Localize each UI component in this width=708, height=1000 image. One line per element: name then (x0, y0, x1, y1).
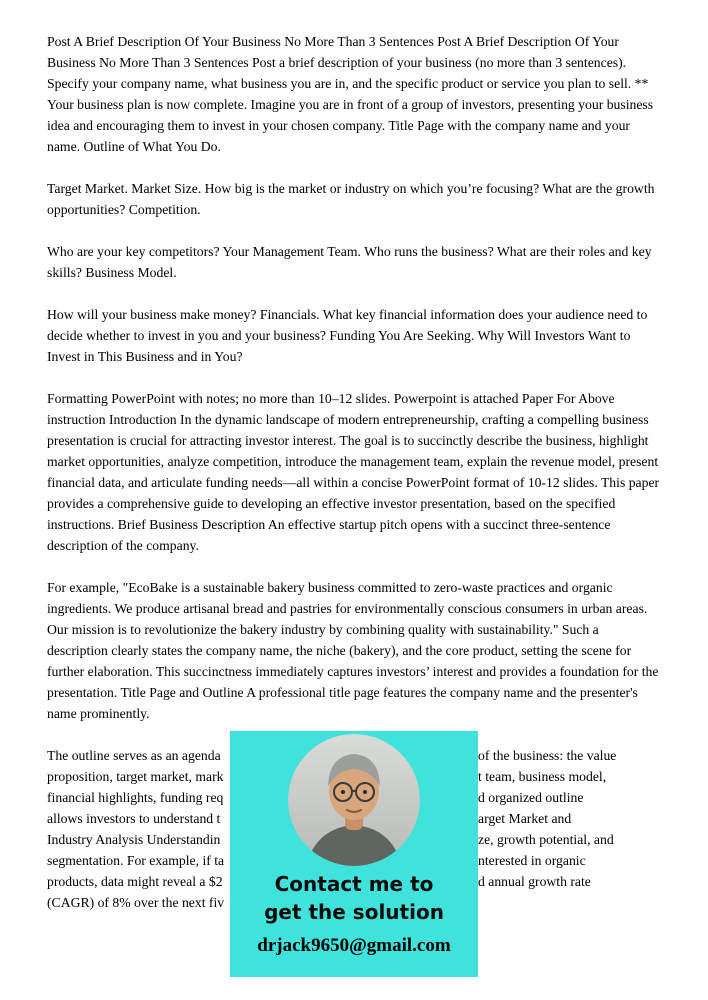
text-fragment-right: d organized outline (478, 790, 584, 805)
contact-overlay-banner (230, 731, 478, 977)
contact-photo (288, 734, 420, 866)
text-fragment-right: ze, growth potential, and (478, 832, 614, 847)
text-fragment-left: products, data might reveal a $2 (47, 874, 223, 889)
contact-text-line2: get the solution (264, 900, 444, 924)
paragraph-1: Post A Brief Description Of Your Business No More Than 3 Sentences Post A Brief Description Of Your Business No More Than 3 Sentences Post a brief description of your business (no more than 3 sentences). Specify your company name, what business you are in, and the specific product or service you plan to sell. ** Your business plan is now complete. Imagine you are in front of a group of investors, presenting your business idea and encouraging them to invest in your chosen company. Title Page with the company name and your name. Outline of What You Do. (47, 34, 654, 154)
text-fragment-right: nterested in organic (478, 853, 586, 868)
text-fragment-right: d annual growth rate (478, 874, 591, 889)
contact-text-line1: Contact me to (274, 872, 434, 896)
contact-email: drjack9650@gmail.com (257, 935, 451, 956)
paragraph-3: Who are your key competitors? Your Management Team. Who runs the business? What are their roles and key skills? Business Model. (47, 244, 652, 280)
paragraph-6: For example, "EcoBake is a sustainable bakery business committed to zero-waste practices and organic ingredients. We produce artisanal bread and pastries for environmentally conscious consumers in urban areas. Our mission is to revolutionize the bakery industry by combining quality with sustainability." Such a description clearly states the company name, the niche (bakery), and the core product, setting the scene for further elaboration. This succinctness immediately captures investors’ interest and provides a foundation for the presentation. Title Page and Outline A professional title page features the company name and the presenter's name prominently. (47, 580, 659, 721)
text-fragment-left: proposition, target market, mark (47, 769, 224, 784)
text-fragment-left: allows investors to understand t (47, 811, 221, 826)
text-fragment-left: (CAGR) of 8% over the next fiv (47, 895, 225, 910)
text-fragment-right: arget Market and (478, 811, 572, 826)
text-fragment-right: of the business: the value (478, 748, 617, 763)
text-fragment-left: The outline serves as an agenda (47, 748, 221, 763)
text-fragment-right: t team, business model, (478, 769, 607, 784)
paragraph-4: How will your business make money? Financials. What key financial information does your audience need to decide whether to invest in you and your business? Funding You Are Seeking. Why Will Investors Want to Invest in This Business and in You? (47, 307, 648, 364)
paragraph-2: Target Market. Market Size. How big is the market or industry on which you’re focusing? What are the growth opportunities? Competition. (47, 181, 655, 217)
paragraph-5: Formatting PowerPoint with notes; no more than 10–12 slides. Powerpoint is attached Paper For Above instruction Introduction In the dynamic landscape of modern entrepreneurship, crafting a compelling business presentation is crucial for attracting investor interest. The goal is to succinctly describe the business, highlight market opportunities, analyze competition, introduce the management team, explain the revenue model, present financial data, and articulate funding needs—all within a concise PowerPoint format of 10-12 slides. This paper provides a comprehensive guide to developing an effective investor presentation, based on the specified instructions. Brief Business Description An effective startup pitch opens with a succinct three-sentence description of the company. (47, 391, 660, 553)
text-fragment-left: segmentation. For example, if ta (47, 853, 225, 868)
text-fragment-left: financial highlights, funding req (47, 790, 224, 805)
text-fragment-left: Industry Analysis Understandin (47, 832, 221, 847)
